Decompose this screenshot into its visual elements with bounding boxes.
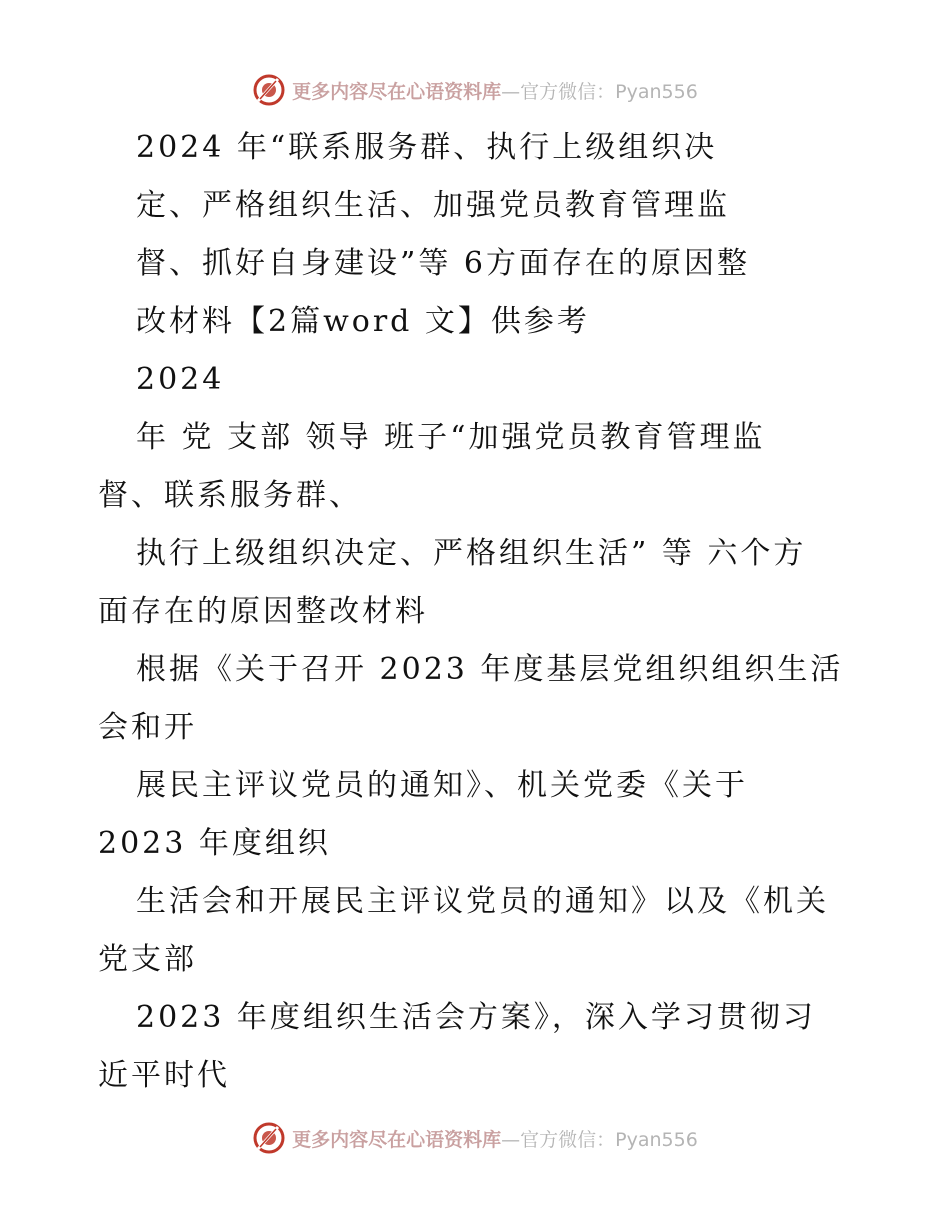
- body-line: 改材料【2篇word 文】供参考: [136, 304, 590, 339]
- body-line: 2023 年度组织生活会方案》，深入学习贯彻习: [136, 1000, 816, 1035]
- body-line: 督、联系服务群、: [98, 478, 362, 513]
- body-line: 党支部: [98, 942, 197, 977]
- header-banner-text: [292, 77, 698, 104]
- body-line: 执行上级组织决定、严格组织生活” 等 六个方: [136, 536, 807, 571]
- header-banner-dash: —: [501, 80, 521, 103]
- body-line: 2024 年“联系服务群、执行上级组织决: [136, 130, 718, 165]
- body-line: 生活会和开展民主评议党员的通知》以及《机关: [136, 884, 829, 919]
- body-line: 2024: [136, 362, 225, 397]
- body-line: 面存在的原因整改材料: [98, 594, 428, 629]
- footer-banner-main: 更多内容尽在心语资料库: [292, 1128, 502, 1151]
- header-banner-main: 更多内容尽在心语资料库: [292, 80, 502, 103]
- body-line: 年 党 支部 领导 班子“加强党员教育管理监: [136, 420, 766, 455]
- footer-watermark-banner: [0, 1118, 950, 1158]
- header-watermark-banner: [0, 70, 950, 110]
- logo-icon: [252, 1121, 286, 1155]
- footer-banner-wechat: 官方微信：Pyan556: [520, 1128, 698, 1151]
- body-line: 定、严格组织生活、加强党员教育管理监: [136, 188, 730, 223]
- body-line: 2023 年度组织: [98, 826, 331, 861]
- body-line: 督、抓好自身建设”等 6方面存在的原因整: [136, 246, 750, 281]
- footer-banner-text: [292, 1125, 698, 1152]
- header-banner-wechat: 官方微信：Pyan556: [520, 80, 698, 103]
- body-line: 会和开: [98, 710, 197, 745]
- body-line: 近平时代: [98, 1058, 230, 1093]
- body-line: 展民主评议党员的通知》、机关党委《关于: [136, 768, 748, 803]
- body-line: 根据《关于召开 2023 年度基层党组织组织生活: [136, 652, 844, 687]
- footer-banner-dash: —: [501, 1128, 521, 1151]
- logo-icon: [252, 73, 286, 107]
